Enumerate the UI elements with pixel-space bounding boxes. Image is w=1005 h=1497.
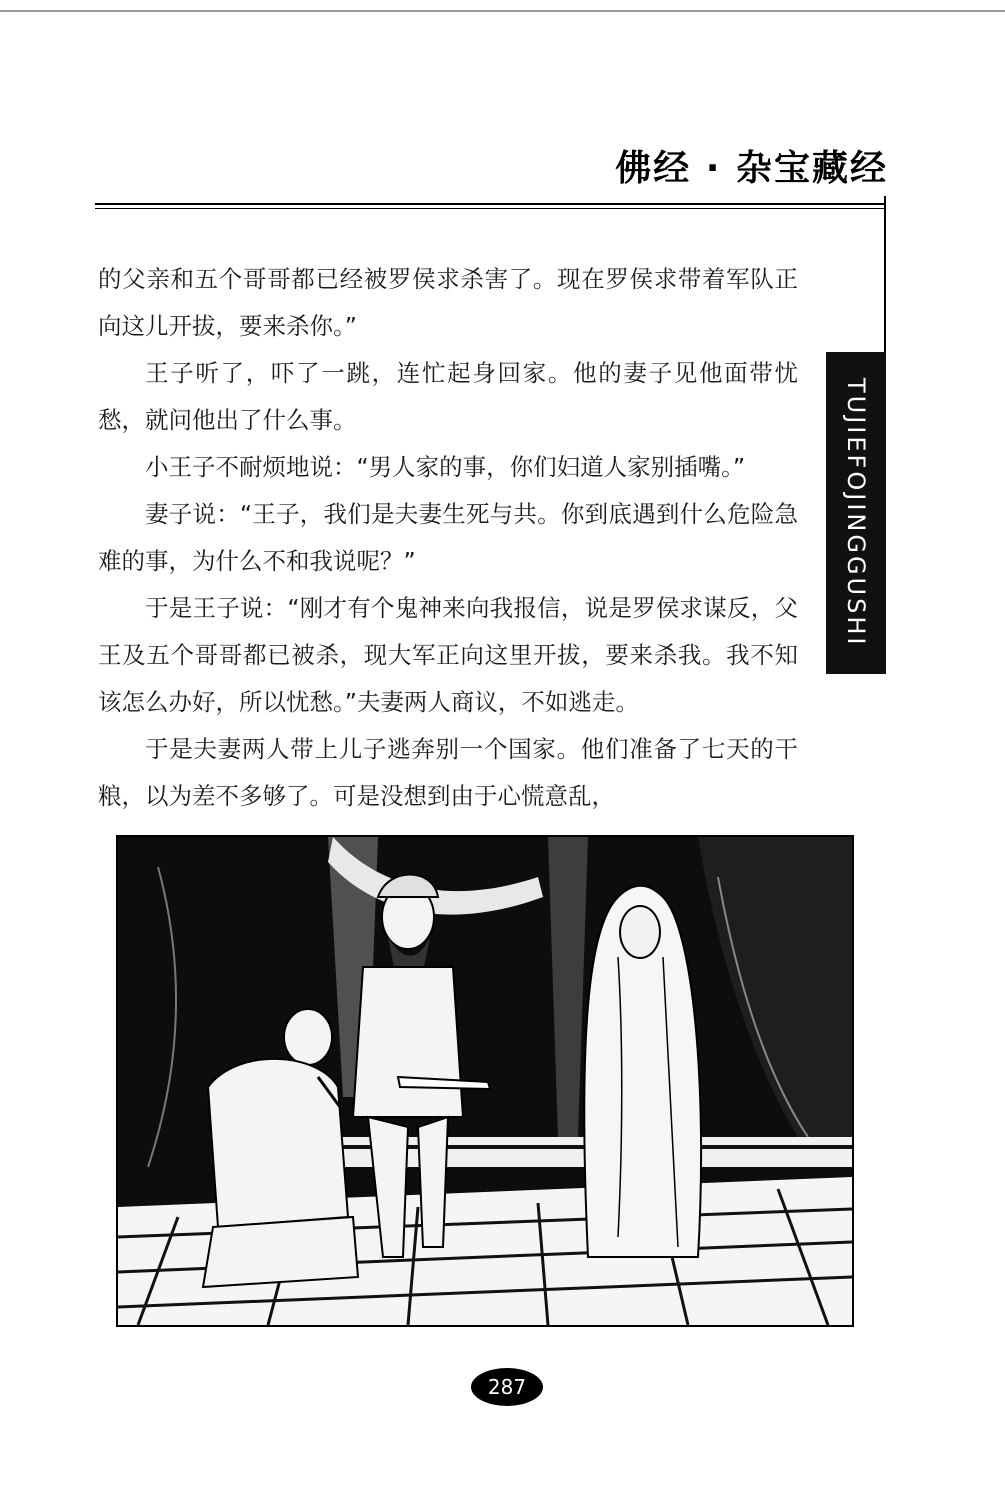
page-number: 287 (471, 1368, 543, 1406)
paragraph: 的父亲和五个哥哥都已经被罗侯求杀害了。现在罗侯求带着军队正向这儿开拔，要来杀你。” (98, 265, 798, 340)
illustration (116, 835, 854, 1327)
side-tab (826, 352, 886, 674)
header-rule-thin (95, 208, 885, 209)
header-vertical-rule (884, 196, 886, 358)
side-tab-label: TUJIEFOJINGGUSHI (842, 378, 870, 648)
paragraph: 于是王子说：“刚才有个鬼神来向我报信，说是罗侯求谋反，父王及五个哥哥都已被杀，现大军正向这里开拔，要来杀我。我不知该怎么办好，所以忧愁。”夫妻两人商议，不如逃走。 (98, 594, 798, 716)
paragraph: 小王子不耐烦地说：“男人家的事，你们妇道人家别插嘴。” (145, 453, 746, 481)
top-rule (0, 10, 1005, 12)
paragraph: 王子听了，吓了一跳，连忙起身回家。他的妻子见他面带忧愁，就问他出了什么事。 (98, 359, 798, 434)
body-text (98, 256, 798, 820)
illustration-art (118, 837, 852, 1325)
paragraph: 于是夫妻两人带上儿子逃奔别一个国家。他们准备了七天的干粮，以为差不多够了。可是没想到由于心慌意乱， (98, 735, 798, 810)
page-header-title: 佛经 · 杂宝藏经 (615, 148, 888, 189)
paragraph: 妻子说：“王子，我们是夫妻生死与共。你到底遇到什么危险急难的事，为什么不和我说呢？” (98, 500, 798, 575)
header-rule (95, 203, 885, 205)
